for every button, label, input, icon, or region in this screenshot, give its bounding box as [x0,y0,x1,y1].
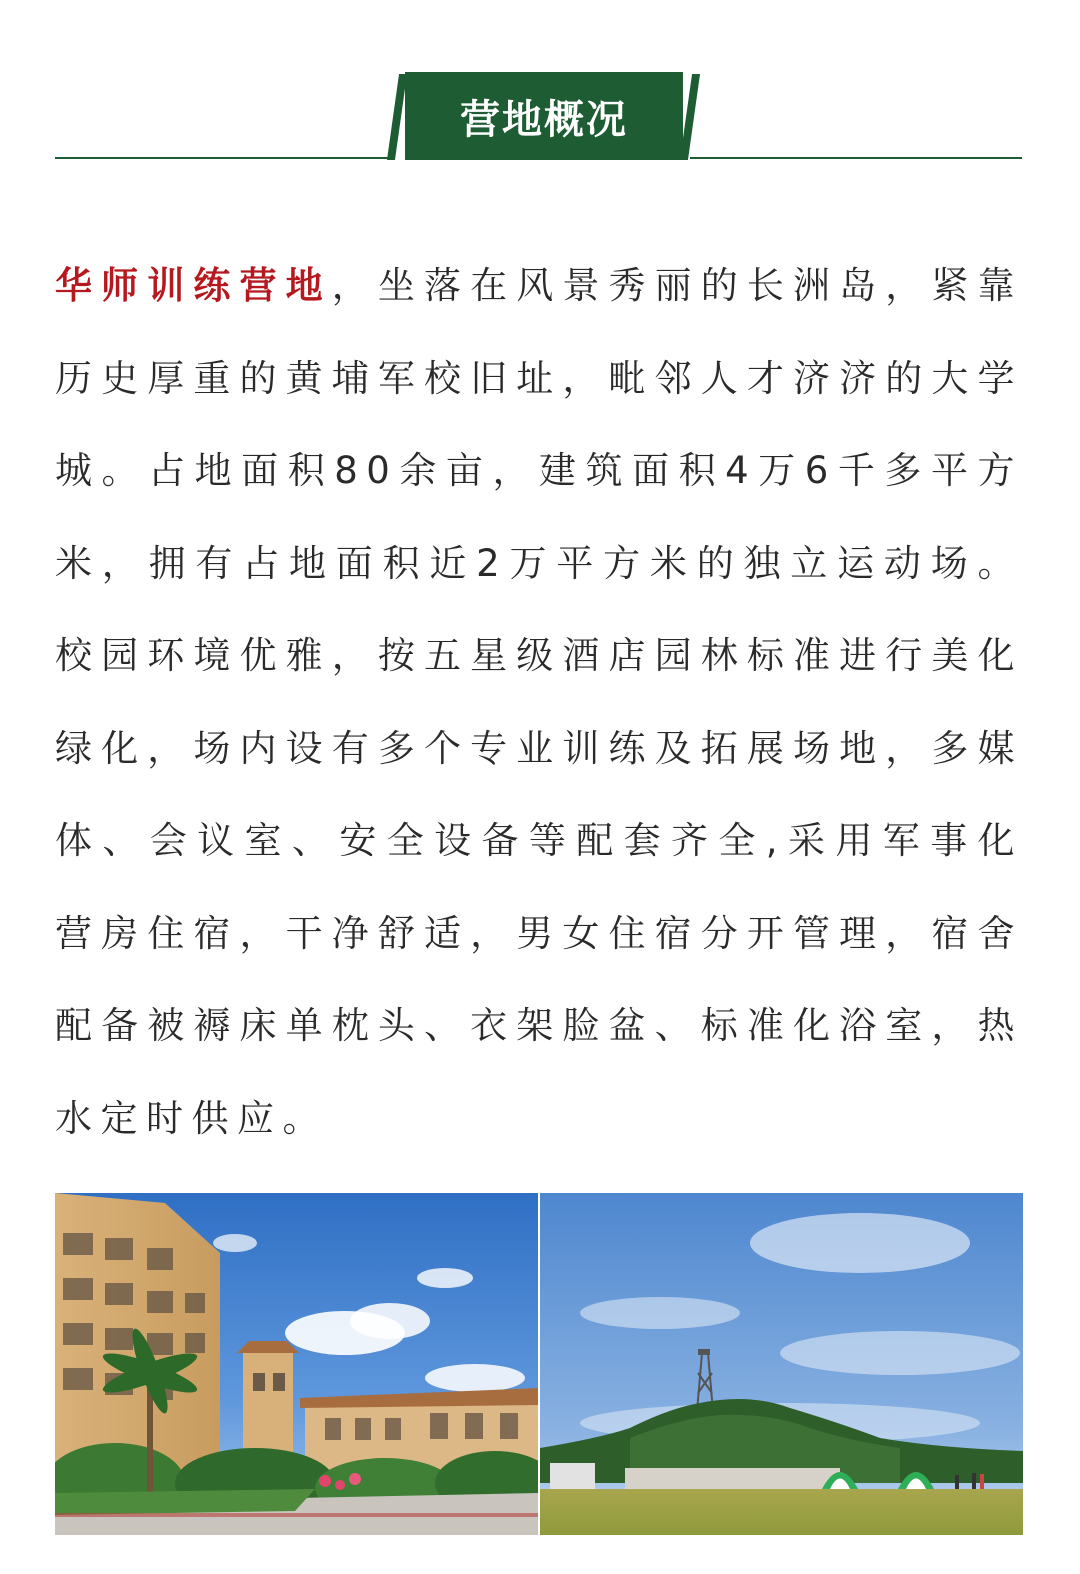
article-paragraph [55,240,1023,1165]
campus-buildings-image [55,1193,538,1535]
photo-sports-field [540,1193,1023,1535]
article-body-text: ，坐落在风景秀丽的长洲岛，紧靠历史厚重的黄埔军校旧址，毗邻人才济济的大学城。占地面积80余亩，建筑面积4万6千多平方米，拥有占地面积近2万平方米的独立运动场。校园环境优雅，按五星级酒店园林标准进行美化绿化，场内设有多个专业训练及拓展场地，多媒体、会议室、安全设备等配套齐全,采用军事化营房住宿，干净舒适，男女住宿分开管理，宿舍配备被褥床单枕头、衣架脸盆、标准化浴室，热水定时供应。 [55,264,1023,1140]
camp-name-highlight: 华师训练营地 [55,264,332,307]
photo-gallery [55,1193,1023,1535]
header-title-box [405,72,683,160]
header-divider-left [55,157,391,159]
section-title: 营地概况 [460,96,628,143]
section-header [0,0,1080,200]
header-divider-right [690,157,1022,159]
sports-field-image [540,1193,1023,1535]
photo-campus-buildings [55,1193,538,1535]
